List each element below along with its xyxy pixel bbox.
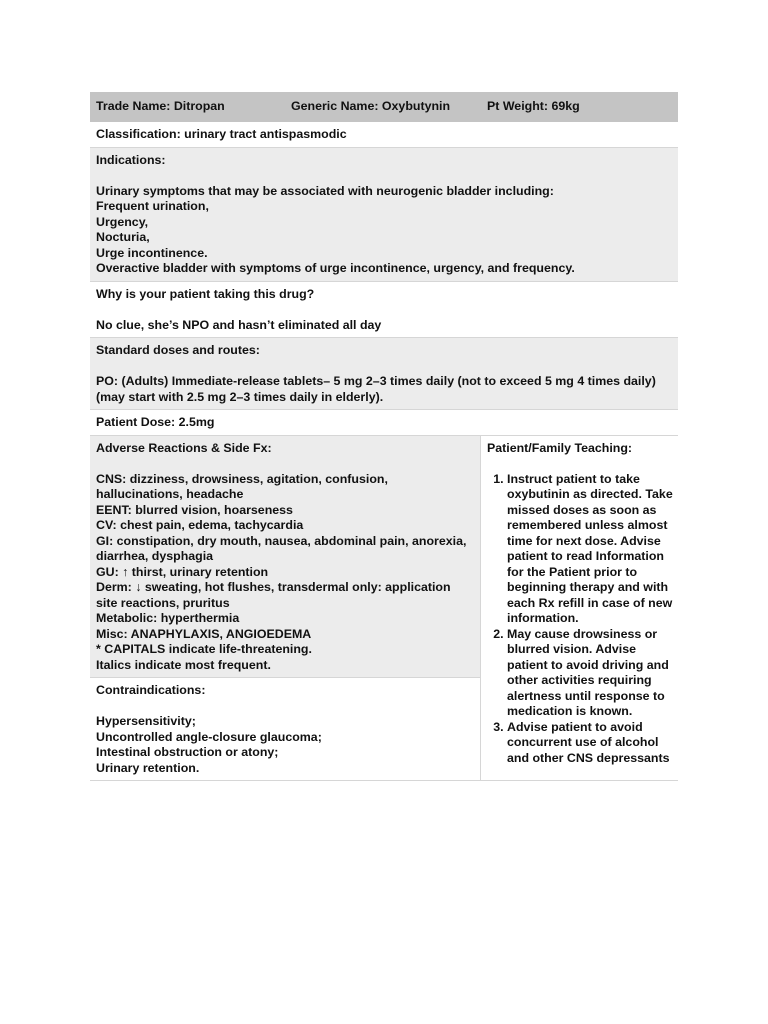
adverse-line: site reactions, pruritus [96, 595, 230, 610]
adverse-section [90, 436, 480, 679]
indications-line: Urge incontinence. [96, 245, 208, 260]
adverse-line: Metabolic: hyperthermia [96, 611, 240, 625]
adverse-line: * CAPITALS indicate life-threatening. [96, 642, 312, 656]
drug-header-row [90, 92, 678, 122]
adverse-line: diarrhea, dysphagia [96, 549, 214, 563]
contraindications-line: Hypersensitivity; [96, 714, 196, 728]
patient-dose-row [90, 410, 678, 436]
teaching-item: 2. May cause drowsiness or blurred vision. Advise patient to avoid driving and other activities requiring alertness until response to medication is known. [507, 627, 674, 720]
indications-line: Frequent urination, [96, 199, 209, 213]
adverse-title: Adverse Reactions & Side Fx: [96, 440, 272, 455]
contraindications-section [90, 678, 480, 780]
adverse-line: CV: chest pain, edema, tachycardia [96, 518, 304, 532]
adverse-line: GI: constipation, dry mouth, nausea, abdominal pain, anorexia, [96, 533, 467, 548]
classification-row [90, 122, 678, 148]
teaching-section [481, 436, 678, 781]
patient-weight: Pt Weight: 69kg [487, 99, 580, 113]
teaching-title: Patient/Family Teaching: [487, 440, 633, 455]
contraindications-title: Contraindications: [96, 683, 206, 697]
indications-line: Nocturia, [96, 230, 150, 244]
teaching-item: 1. Instruct patient to take oxybutinin as directed. Take missed doses as soon as remembered unless almost time for next dose. Advise patient to read Information for the Patient prior to beginning therapy and with each Rx refill in case of new information. [507, 472, 674, 627]
contraindications-line: Uncontrolled angle-closure glaucoma; [96, 729, 322, 744]
indications-line: Urinary symptoms that may be associated with neurogenic bladder including: [96, 183, 554, 198]
indications-line: Urgency, [96, 214, 149, 229]
split-section [90, 436, 678, 782]
contraindications-line: Intestinal obstruction or atony; [96, 745, 279, 759]
indications-section [90, 148, 678, 282]
doses-section [90, 338, 678, 410]
drug-card [90, 92, 678, 781]
adverse-line: Misc: ANAPHYLAXIS, ANGIOEDEMA [96, 626, 312, 641]
why-title: Why is your patient taking this drug? [96, 286, 315, 301]
contraindications-line: Urinary retention. [96, 760, 200, 775]
classification-text: Classification: urinary tract antispasmodic [96, 127, 347, 141]
teaching-item: 3. Advise patient to avoid concurrent use of alcohol and other CNS depressants [507, 720, 674, 767]
why-answer: No clue, she’s NPO and hasn’t eliminated all day [96, 317, 382, 332]
trade-name: Trade Name: Ditropan [96, 99, 225, 113]
left-column [90, 436, 481, 781]
why-section [90, 282, 678, 339]
indications-title: Indications: [96, 152, 166, 167]
generic-name: Generic Name: Oxybutynin [291, 99, 451, 113]
adverse-line: Italics indicate most frequent. [96, 657, 271, 672]
adverse-line: Derm: ↓ sweating, hot flushes, transdermal only: application [96, 580, 451, 594]
teaching-list [487, 472, 674, 767]
doses-line: (may start with 2.5 mg 2–3 times daily in elderly). [96, 389, 384, 404]
doses-title: Standard doses and routes: [96, 343, 260, 357]
adverse-line: CNS: dizziness, drowsiness, agitation, confusion, [96, 471, 388, 486]
adverse-line: GU: ↑ thirst, urinary retention [96, 564, 269, 579]
patient-dose: Patient Dose: 2.5mg [96, 415, 215, 429]
adverse-line: hallucinations, headache [96, 487, 244, 501]
indications-line: Overactive bladder with symptoms of urge incontinence, urgency, and frequency. [96, 261, 575, 275]
adverse-line: EENT: blurred vision, hoarseness [96, 502, 293, 517]
doses-line: PO: (Adults) Immediate-release tablets– 5 mg 2–3 times daily (not to exceed 5 mg 4 times daily) [96, 374, 656, 388]
